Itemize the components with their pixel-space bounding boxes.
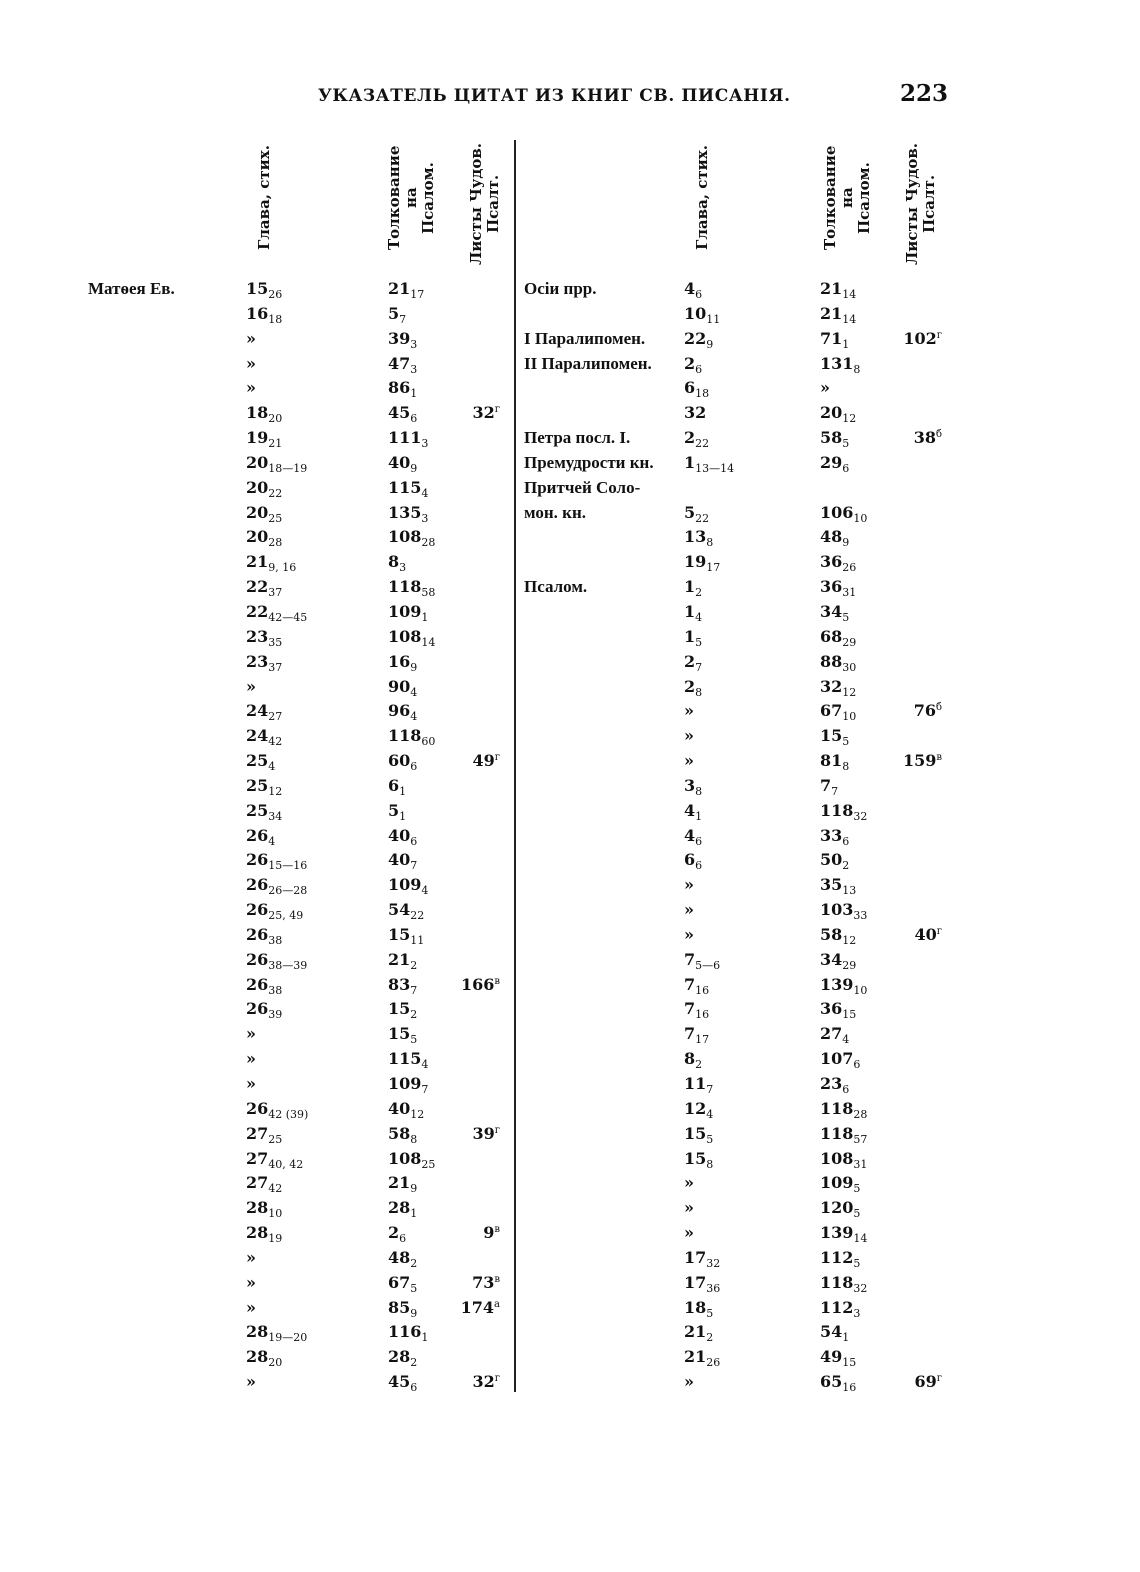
chapter-verse: $2_6$ [684,353,703,376]
chapter-verse: » [246,1297,256,1317]
col-head-leaves-left: Листы Чудов. Псалт. [467,142,502,266]
chapter-verse: $28_{19}$ [246,1223,283,1246]
chapter-verse: $21_{26}$ [684,1347,721,1370]
chapter-verse: » [684,751,694,771]
commentary-ref: $85_9$ [388,1297,418,1320]
book-name: Петра посл. I. [524,428,631,448]
leaf-ref: $159^в$ [902,751,942,771]
table-row [0,849,1140,874]
commentary-ref: $29_6$ [820,452,850,475]
commentary-ref: $109_7$ [388,1074,429,1096]
commentary-ref: $88_{30}$ [820,651,857,674]
chapter-verse: » [246,328,256,348]
chapter-verse: $7_{16}$ [684,974,710,997]
commentary-ref: $20_{12}$ [820,403,857,426]
table-row [0,974,1140,999]
chapter-verse: $7_{5—6}$ [684,949,721,972]
chapter-verse: $17_{36}$ [684,1272,721,1295]
table-row [0,1371,1140,1396]
book-name: Осіи прр. [524,279,597,298]
commentary-ref: $6_1$ [388,775,407,798]
chapter-verse: $1_{13—14}$ [684,452,735,475]
commentary-ref: $118_{57}$ [820,1123,868,1146]
commentary-ref: $50_2$ [820,850,850,873]
leaf-ref: $39^г$ [472,1123,500,1143]
table-row [0,899,1140,924]
table-row [0,551,1140,576]
chapter-verse: $25_{12}$ [246,775,283,798]
commentary-ref: $40_{12}$ [388,1098,425,1121]
leaf-ref: $32^г$ [472,403,500,423]
commentary-ref: $21_{14}$ [820,303,857,326]
chapter-verse: $21_2$ [684,1322,714,1345]
table-row [0,402,1140,427]
page-title: УКАЗАТЕЛЬ ЦИТАТ ИЗ КНИГ СВ. ПИСАНІЯ. [318,86,791,106]
chapter-verse: » [246,1074,256,1093]
commentary-ref: $58_{12}$ [820,924,857,947]
chapter-verse: $4_6$ [684,279,703,301]
commentary-ref: $48_9$ [820,527,850,550]
chapter-verse: $18_5$ [684,1297,714,1320]
chapter-verse: $2_{22}$ [684,428,710,451]
citation-index-table [0,278,1140,1396]
table-row [0,949,1140,974]
chapter-verse: $19_{21}$ [246,428,283,451]
table-row [0,353,1140,378]
commentary-ref: $107_6$ [820,1049,861,1072]
commentary-ref: $116_1$ [388,1322,429,1345]
commentary-ref: $5_7$ [388,303,407,326]
table-row [0,1073,1140,1098]
commentary-ref: $58_5$ [820,428,850,451]
table-row [0,1098,1140,1123]
chapter-verse: $21_{9, 16}$ [246,552,297,575]
commentary-ref: $8_3$ [388,552,407,575]
table-row [0,1197,1140,1222]
chapter-verse: $5_{22}$ [684,502,710,525]
commentary-ref: $40_6$ [388,825,418,848]
chapter-verse: $2_8$ [684,676,703,699]
commentary-ref: $58_8$ [388,1123,418,1146]
commentary-ref: $90_4$ [388,676,418,699]
chapter-verse: $26_{26—28}$ [246,875,308,898]
commentary-ref: $115_4$ [388,477,429,500]
commentary-ref: $115_4$ [388,1049,429,1072]
leaf-ref: $38^б$ [913,428,942,448]
table-row [0,477,1140,502]
commentary-ref: $16_9$ [388,651,418,674]
chapter-verse: $22_{42—45}$ [246,601,308,624]
chapter-verse: » [246,353,256,373]
book-name: Псалом. [524,577,588,597]
commentary-ref: $28_1$ [388,1198,418,1221]
commentary-ref: $21_2$ [388,949,418,972]
chapter-verse: $22_{37}$ [246,577,283,600]
chapter-verse: » [684,924,694,944]
chapter-verse: $24_{42}$ [246,726,283,749]
commentary-ref: $21_9$ [388,1173,418,1196]
chapter-verse: $26_{39}$ [246,999,283,1022]
col-head-commentary-right: Толкование на Псалом. [821,145,873,251]
table-row [0,452,1140,477]
chapter-verse: » [684,900,694,920]
chapter-verse: $4_6$ [684,825,703,848]
chapter-verse: $10_{11}$ [684,303,721,326]
commentary-ref: $40_9$ [388,452,418,475]
chapter-verse: $1_4$ [684,601,703,624]
commentary-ref: $68_{29}$ [820,626,857,649]
commentary-ref: $131_8$ [820,353,861,376]
commentary-ref: $36_{31}$ [820,577,857,600]
chapter-verse: $7_{17}$ [684,1024,710,1047]
commentary-ref: $23_6$ [820,1074,850,1096]
commentary-ref: $7_7$ [820,775,839,798]
chapter-verse: $26_{42 (39)}$ [246,1098,309,1121]
chapter-verse: » [246,1247,256,1267]
col-head-chapter-verse-right: Глава, стих. [693,145,711,251]
table-row [0,1222,1140,1247]
commentary-ref: $15_5$ [388,1024,418,1047]
chapter-verse: $12_4$ [684,1098,714,1121]
chapter-verse: » [246,676,256,696]
chapter-verse: » [684,726,694,746]
commentary-ref: $49_{15}$ [820,1347,857,1370]
chapter-verse: $26_{38—39}$ [246,949,308,972]
commentary-ref: $118_{60}$ [388,726,436,749]
table-row [0,601,1140,626]
chapter-verse: $11_7$ [684,1074,714,1096]
chapter-verse: $15_5$ [684,1123,714,1146]
commentary-ref: $36_{26}$ [820,552,857,575]
chapter-verse: $28_{10}$ [246,1198,283,1221]
commentary-ref: $5_1$ [388,800,407,823]
chapter-verse: $6_6$ [684,850,703,873]
chapter-verse: $2_7$ [684,651,703,674]
table-row [0,328,1140,353]
commentary-ref: $118_{32}$ [820,800,868,823]
chapter-verse: » [684,1372,694,1392]
table-row [0,1023,1140,1048]
table-row [0,526,1140,551]
commentary-ref: $118_{58}$ [388,577,436,600]
table-row [0,725,1140,750]
commentary-ref: $15_5$ [820,726,850,749]
chapter-verse: $20_{25}$ [246,502,283,525]
book-name: Притчей Соло- [524,477,641,497]
table-row [0,1048,1140,1073]
table-row [0,651,1140,676]
chapter-verse: $28_{19—20}$ [246,1322,308,1345]
commentary-ref: $28_2$ [388,1347,418,1370]
leaf-ref: $166^в$ [460,974,500,994]
col-head-chapter-verse-left: Глава, стих. [255,145,273,251]
chapter-verse: » [684,701,694,721]
leaf-ref: $76^б$ [913,701,942,721]
chapter-verse: $17_{32}$ [684,1247,721,1270]
commentary-ref: $45_6$ [388,1372,418,1395]
chapter-verse: $13_8$ [684,527,714,550]
commentary-ref: $2_6$ [388,1223,407,1246]
chapter-verse: $23_{35}$ [246,626,283,649]
commentary-ref: $48_2$ [388,1247,418,1270]
commentary-ref: $120_5$ [820,1198,861,1221]
commentary-ref: » [820,378,830,398]
chapter-verse: » [684,1173,694,1193]
table-row [0,626,1140,651]
chapter-verse: » [246,1372,256,1392]
chapter-verse: $20_{28}$ [246,527,283,550]
commentary-ref: $83_7$ [388,974,418,997]
book-name: I Паралипомен. [524,328,646,348]
commentary-ref: $54_1$ [820,1322,850,1345]
commentary-ref: $71_1$ [820,328,850,351]
chapter-verse: $8_2$ [684,1049,703,1072]
chapter-verse: » [246,1024,256,1044]
chapter-verse: $19_{17}$ [684,552,721,575]
chapter-verse: $4_1$ [684,800,703,823]
chapter-verse: $26_{38}$ [246,924,283,947]
chapter-verse: $26_{15—16}$ [246,850,308,873]
table-row [0,427,1140,452]
table-row [0,1297,1140,1322]
chapter-verse: » [684,1198,694,1218]
table-row [0,278,1140,303]
leaf-ref: $49^г$ [472,751,500,771]
commentary-ref: $39_3$ [388,328,418,351]
commentary-ref: $35_{13}$ [820,875,857,898]
commentary-ref: $21_{17}$ [388,279,425,301]
commentary-ref: $135_3$ [388,502,429,525]
commentary-ref: $65_{16}$ [820,1372,857,1395]
commentary-ref: $139_{10}$ [820,974,868,997]
chapter-verse: $24_{27}$ [246,701,283,724]
chapter-verse: » [684,1223,694,1243]
chapter-verse: » [246,1272,256,1292]
chapter-verse: $22_9$ [684,328,714,351]
chapter-verse: $15_8$ [684,1148,714,1171]
leaf-ref: $102^г$ [903,328,942,348]
leaf-ref: $40^г$ [914,924,942,944]
book-name: мон. кн. [524,502,586,522]
chapter-verse: $25_{34}$ [246,800,283,823]
chapter-verse: $28_{20}$ [246,1347,283,1370]
table-row [0,1346,1140,1371]
book-name: Матѳея Ев. [88,279,175,298]
table-row [0,775,1140,800]
commentary-ref: $34_5$ [820,601,850,624]
chapter-verse: » [684,875,694,895]
table-row [0,750,1140,775]
commentary-ref: $21_{14}$ [820,279,857,301]
leaf-ref: $32^г$ [472,1372,500,1392]
commentary-ref: $47_3$ [388,353,418,376]
chapter-verse: $27_{40, 42}$ [246,1148,304,1171]
chapter-verse: $20_{22}$ [246,477,283,500]
table-row [0,825,1140,850]
chapter-verse: » [246,378,256,398]
chapter-verse: $15_{26}$ [246,279,283,301]
chapter-verse: $27_{25}$ [246,1123,283,1146]
table-row [0,1247,1140,1272]
commentary-ref: $108_{25}$ [388,1148,436,1171]
commentary-ref: $27_4$ [820,1024,850,1047]
commentary-ref: $108_{31}$ [820,1148,868,1171]
table-row [0,303,1140,328]
commentary-ref: $86_1$ [388,378,418,401]
chapter-verse: $26_4$ [246,825,276,848]
commentary-ref: $106_{10}$ [820,502,868,525]
chapter-verse: » [246,1049,256,1069]
commentary-ref: $67_{10}$ [820,701,857,724]
commentary-ref: $109_1$ [388,601,429,624]
commentary-ref: $54_{22}$ [388,900,425,923]
table-row [0,998,1140,1023]
commentary-ref: $34_{29}$ [820,949,857,972]
commentary-ref: $40_7$ [388,850,418,873]
col-head-commentary-left: Толкование на Псалом. [385,145,437,251]
page-number: 223 [900,80,949,107]
commentary-ref: $60_6$ [388,751,418,774]
chapter-verse: $6_{18}$ [684,378,710,401]
commentary-ref: $118_{28}$ [820,1098,868,1121]
commentary-ref: $36_{15}$ [820,999,857,1022]
book-name: II Паралипомен. [524,353,652,373]
leaf-ref: $69^г$ [914,1372,942,1392]
chapter-verse: $7_{16}$ [684,999,710,1022]
chapter-verse: $23_{37}$ [246,651,283,674]
leaf-ref: $174^а$ [460,1297,500,1317]
commentary-ref: $15_{11}$ [388,924,425,947]
leaf-ref: $73^в$ [472,1272,500,1292]
chapter-verse: $16_{18}$ [246,303,283,326]
chapter-verse: $18_{20}$ [246,403,283,426]
commentary-ref: $45_6$ [388,403,418,426]
table-row [0,1272,1140,1297]
chapter-verse: $3_8$ [684,775,703,798]
table-row [0,800,1140,825]
commentary-ref: $139_{14}$ [820,1223,868,1246]
commentary-ref: $108_{28}$ [388,527,436,550]
table-row [0,1321,1140,1346]
chapter-verse: $25_4$ [246,751,276,774]
chapter-verse: $26_{25, 49}$ [246,900,304,923]
leaf-ref: $9^в$ [483,1223,500,1243]
commentary-ref: $96_4$ [388,701,418,724]
table-row [0,502,1140,527]
table-row [0,700,1140,725]
chapter-verse: 32 [684,403,707,423]
table-row [0,576,1140,601]
commentary-ref: $112_5$ [820,1247,861,1270]
chapter-verse: $20_{18—19}$ [246,452,308,475]
col-head-leaves-right: Листы Чудов. Псалт. [903,142,938,266]
chapter-verse: $1_5$ [684,626,703,649]
book-name: Премудрости кн. [524,452,654,472]
commentary-ref: $109_4$ [388,875,429,898]
commentary-ref: $32_{12}$ [820,676,857,699]
chapter-verse: $26_{38}$ [246,974,283,997]
commentary-ref: $118_{32}$ [820,1272,868,1295]
chapter-verse: $27_{42}$ [246,1173,283,1196]
commentary-ref: $109_5$ [820,1173,861,1196]
commentary-ref: $15_2$ [388,999,418,1022]
commentary-ref: $112_3$ [820,1297,861,1320]
commentary-ref: $111_3$ [388,428,429,451]
commentary-ref: $108_{14}$ [388,626,436,649]
table-row [0,1148,1140,1173]
table-row [0,874,1140,899]
commentary-ref: $103_{33}$ [820,900,868,923]
commentary-ref: $67_5$ [388,1272,418,1295]
chapter-verse: $1_2$ [684,577,703,600]
table-row [0,1123,1140,1148]
table-row [0,1172,1140,1197]
commentary-ref: $81_8$ [820,751,850,774]
table-row [0,377,1140,402]
table-row [0,924,1140,949]
commentary-ref: $33_6$ [820,825,850,848]
table-row [0,676,1140,701]
